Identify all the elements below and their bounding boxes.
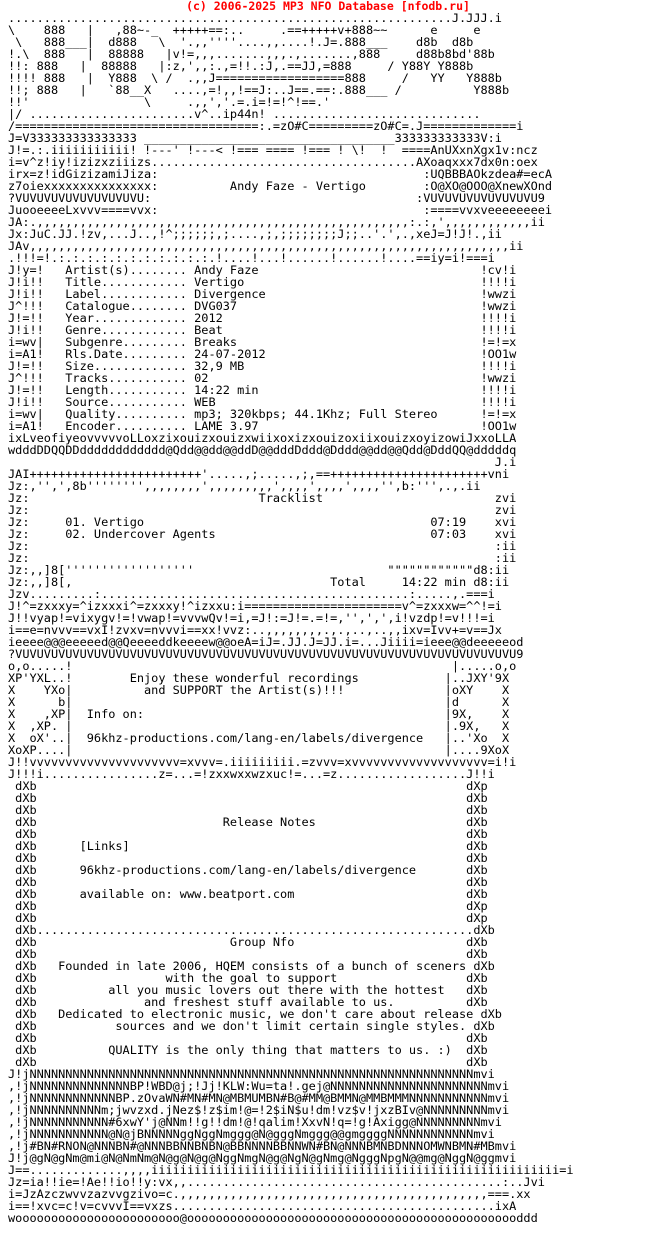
nfo-line: X ,XP| Info on: |9X, X	[8, 707, 510, 721]
nfo-line: dXb dXb	[8, 791, 488, 805]
nfo-line: J!i!! Source........... WEB !!!!i	[8, 395, 517, 409]
nfo-line: dXb dXp	[8, 911, 488, 925]
nfo-line: ieeee@@@eeeeed@@Qeeeeddkeeeew@@oeA=iJ=.JJ.J=JJ.i=...Jiiii=ieee@@deeeeeod	[8, 635, 524, 649]
nfo-line: i=JzAzczwvvzazvvgzivo=c.,,,,,,,,,,,,,,,,,,,,,,,,,,,,,,,,,,,,,,,,,,,===.xx	[8, 1187, 531, 1201]
nfo-line: ,!jNNNNNNNNNNN#6xwY'j@NNm!!g!!dm!@!qalim!XxvN!q=!g!Axigg@NNNNNNNNNmvi	[8, 1115, 502, 1129]
nfo-line: i=wv| Subgenre......... Breaks !=!=x	[8, 335, 517, 349]
nfo-line: J!=!! Year............. 2012 !!!!i	[8, 311, 517, 325]
nfo-line: dXb and freshest stuff available to us. dXb	[8, 995, 488, 1009]
nfo-line: i=A1! Rls.Date......... 24-07-2012 !OO1w	[8, 347, 517, 361]
site-header: (c) 2006-2025 MP3 NFO Database [nfodb.ru]	[186, 0, 470, 13]
nfo-line: dXb dXb	[8, 947, 488, 961]
nfo-line: J!y=! Artist(s)........ Andy Faze !cv!i	[8, 263, 517, 277]
nfo-line: ixLveofiyeovvvvvoLLoxzixouizxouizxwiixoxizxouizoxiixouizxoyizowiJxxoLLA	[8, 431, 517, 445]
nfo-line: /==================================:.=zO#C=========zO#C=.J=============i	[8, 119, 524, 133]
nfo-line: Jz:,'',',8b'''''''',,,,,,,,',,,,,,,,,',,,,',,,,',,,,'',b:''',.,.ii	[8, 479, 481, 493]
nfo-line: dXb dXb	[8, 875, 488, 889]
nfo-line: dXb Group Nfo dXb	[8, 935, 488, 949]
nfo-line: dXb Release Notes dXb	[8, 815, 488, 829]
nfo-line: i==e=nvvv==vxI!zvxv=nvvvi==xx!vvz:..,,,,,,,,.,.,..,..,,ixv=Ivv+=v==Jx	[8, 623, 502, 637]
nfo-line: dXb.............................................................dXb	[8, 923, 495, 937]
nfo-line: \ 888 | ,88~-_ +++++==:.. .==+++++v+888~~ e e	[8, 23, 481, 37]
nfo-line: J!^=zxxxy=^izxxxi^=zxxxy!^izxxu:i======================v^=zxxxw=^^!=i	[8, 599, 502, 613]
nfo-line: ..............................................................J.JJJ.i	[8, 11, 502, 25]
nfo-line: !!; 888 | `88__X ....,=!,,!==J:..J==.==:.888___ / Y888b	[8, 83, 510, 97]
nfo-line: irx=z!idGizizamiJiza: :UQBBBAOkzdea#=ecA	[8, 167, 553, 181]
nfo-line: z7oiexxxxxxxxxxxxxxx: Andy Faze - Vertigo :O@XO@OOO@XnewXOnd	[8, 179, 553, 193]
nfo-line: Jz: Tracklist zvi	[8, 491, 517, 505]
nfo-line: J!jNNNNNNNNNNNNNNNNNNNNNNNNNNNNNNNNNNNNNNNNNNNNNNNNNNNNNNNNNNNNNNmvi	[8, 1067, 495, 1081]
nfo-line: |/ .......................v^..ip44n! .............................	[8, 107, 481, 121]
nfo-line: !.\ 888 | 88888 |v!=,,,.......,,,.,.......,888 d88b8bd'88b	[8, 47, 495, 61]
nfo-line: J!i!! Label............ Divergence !wwzi	[8, 287, 517, 301]
nfo-line: dXb QUALITY is the only thing that matters to us. :) dXb	[8, 1043, 488, 1057]
nfo-line: Jz: zvi	[8, 503, 517, 517]
nfo-line: dXb Founded in late 2006, HQEM consists of a bunch of sceners dXb	[8, 959, 495, 973]
nfo-line: !!!! 888 | Y888 \ / .,,J==================888 / YY Y888b	[8, 71, 502, 85]
nfo-line: J!i!! Genre............ Beat !!!!i	[8, 323, 517, 337]
nfo-line: ,!jNNNNNNNNNNN@N@jBNNNNNggNggNmggg@N@gggNmggg@@gmggggNNNNNNNNNNNNmvi	[8, 1127, 495, 1141]
nfo-line: J==.............,,,,iiiiiiiiiiiiiiiiiiiiiiiiiiiiiiiiiiiiiiiiiiiiiiiiiiiiiiiii=i	[8, 1163, 574, 1177]
nfo-line: J^!!! Tracks........... 02 !wwzi	[8, 371, 517, 385]
nfo-line: wdddDDQQDDdddddddddddd@Qdd@@dd@@ddD@@dddDddd@Dddd@@dd@@Qdd@DddQQ@dddddq	[8, 443, 517, 457]
nfo-line: dXb dXb	[8, 827, 488, 841]
nfo-line: ?VUVUVUVUVUVUVUVUVU: :VUVUVUVUVUVUVUVU9	[8, 191, 545, 205]
nfo-line: J!=.:.iiiiiiiiiii! !---' !---< !=== ==== !=== ! \! ! ====AnUXxnXgx1v:ncz	[8, 143, 538, 157]
nfo-line: dXb dXp	[8, 779, 488, 793]
nfo-line: J!!vyap!=vixygv!=!vwap!=vvvwQv!=i,=J!:=J!=.=!=,'',',',i!vzdp!=v!!!=i	[8, 611, 495, 625]
nfo-line: dXb sources and we don't limit certain single styles. dXb	[8, 1019, 495, 1033]
nfo-line: J!!vvvvvvvvvvvvvvvvvvvvv=xvvv=.iiiiiiiii.=zvvv=xvvvvvvvvvvvvvvvvvvv=i!i	[8, 755, 517, 769]
nfo-line: J!=!! Length........... 14:22 min !!!!i	[8, 383, 517, 397]
nfo-line: dXb dXp	[8, 899, 488, 913]
nfo-line: X YXo| and SUPPORT the Artist(s)!!! |oXY X	[8, 683, 510, 697]
nfo-line: .!!!=!.:.:.:.:.:.:.:.:.:.:.:.!....!...!......!......!....==iy=i!===i	[8, 251, 495, 265]
nfo-line: Jzv.........:...........................................:.....,.===i	[8, 587, 495, 601]
nfo-line: dXb dXb	[8, 851, 488, 865]
nfo-line: Jz: :ii	[8, 539, 517, 553]
nfo-line: ,!jNNNNNNNNNNm;jwvzxd.jNez$!z$im!@=!2$iN$u!dm!vz$v!jxzBIv@NNNNNNNNNmvi	[8, 1103, 510, 1117]
nfo-line: ,!jNNNNNNNNNNNNNNBP!WBD@j;!Jj!KLW:Wu=ta!.gej@NNNNNNNNNNNNNNNNNNNNNNmvi	[8, 1079, 510, 1093]
nfo-line: dXb dXb	[8, 1055, 488, 1069]
nfo-line: X oX'..| 96khz-productions.com/lang-en/labels/divergence |..'Xo X	[8, 731, 510, 745]
nfo-line: J=V333333333333333 ___________________________________333333333333V:i	[8, 131, 502, 145]
nfo-line: dXb dXb	[8, 803, 488, 817]
nfo-line: X b| |d X	[8, 695, 510, 709]
nfo-line: dXb available on: www.beatport.com dXb	[8, 887, 488, 901]
nfo-line: \ 888___| d888 \ '.,,''''....,,....!.J=.888___ d8b d8b	[8, 35, 474, 49]
nfo-line: JAI++++++++++++++++++++++++'.....,;.....,;,==++++++++++++++++++++++vni	[8, 467, 510, 481]
nfo-line: dXb with the goal to support dXb	[8, 971, 488, 985]
nfo-line: J.i	[8, 455, 517, 469]
nfo-line: Jz:,,]8['''''''''''''''''' """"""""""""d8:ii	[8, 563, 510, 577]
nfo-line: J!i!! Title............ Vertigo !!!!i	[8, 275, 517, 289]
nfo-line: i==!xvc=c!v=cvvvI==vxzs.............................................ixA	[8, 1199, 517, 1213]
nfo-line: dXb [Links] dXb	[8, 839, 488, 853]
nfo-line: i=wv| Quality.......... mp3; 320kbps; 44.1Khz; Full Stereo !=!=x	[8, 407, 517, 421]
nfo-line: J!=!! Size............. 32,9 MB !!!!i	[8, 359, 517, 373]
nfo-line: Jz:,,]8[, Total 14:22 min d8:ii	[8, 575, 510, 589]
nfo-line: i=v^z!iy!izizxziiizs.....................................AXoaqxxx7dx0n:oex	[8, 155, 538, 169]
nfo-line: ,!j#BN#RNON@NNNBN#@NNNBBNNBNBN@BBNNNNBBNNWN#BN@NNNBMNBDNNNOMWNBMN#MBmvi	[8, 1139, 517, 1153]
nfo-line: dXb Dedicated to electronic music, we don't care about release dXb	[8, 1007, 502, 1021]
nfo-document	[8, 12, 574, 1224]
nfo-line: dXb all you music lovers out there with the hottest dXb	[8, 983, 488, 997]
nfo-line: XoXP....| |....9XoX	[8, 743, 510, 757]
nfo-line: XP'YXL..! Enjoy these wonderful recordings |..JXY'9X	[8, 671, 510, 685]
nfo-line: !!' \ .,,','.=.i=!=!^!==.'	[8, 95, 331, 109]
nfo-line: i=A1! Encoder.......... LAME 3.97 !OO1w	[8, 419, 517, 433]
nfo-line: J!j@gN@gNm@mi@N@NmNm@N@g@N@g@NggNmgN@g@NgN@gNmg@NgggNpgN@@mg@NggN@ggmvi	[8, 1151, 517, 1165]
nfo-line: JA:.,,,,,,,,,,,,,,,,,,,,,,,,,,,,,,,,,,,,,,,,,,,,,,,,,,,,:.:,',,,,,,,,,,,,ii	[8, 215, 545, 229]
nfo-line: JuooeeeeLxvvv====vvx: :====vvxveeeeeeeei	[8, 203, 553, 217]
nfo-line: Jz: 02. Undercover Agents 07:03 xvi	[8, 527, 517, 541]
nfo-line: Jx:JuC.JJ.!zv,...J..,!^;;;;;;,;....,;,;;;;;;;;J;;..'.',.,xeJ=J!J!.,ii	[8, 227, 502, 241]
nfo-line: J!!!i................z=...=!zxxwxxwzxuc!=...=z..................J!!i	[8, 767, 495, 781]
nfo-line: Jz=ia!!ie=!Ae!!io!!y:vx,,............................................:..Jvi	[8, 1175, 545, 1189]
nfo-line: X ,XP. | |.9X, X	[8, 719, 510, 733]
nfo-line: Jz: 01. Vertigo 07:19 xvi	[8, 515, 517, 529]
nfo-line: J^!!! Catalogue........ DVG037 !wwzi	[8, 299, 517, 313]
nfo-line: ,!jNNNNNNNNNNNNBP.zOvaWN#MN#MN@MBMUMBN#B@#MM@BMMN@MMBMMMNNNNNNNNNNNmvi	[8, 1091, 510, 1105]
nfo-line: o,o.....! |.....o,o	[8, 659, 517, 673]
nfo-line: wooooooooooooooooooooooo@ooooooooooooooooooooooooooooooooooooooooooooooddd	[8, 1211, 538, 1225]
nfo-line: ?VUVUVUVUVUVUVUVUVUVUVUVUVUVUVUVUVUVUVUVUVUVUVUVUVUVUVUVUVUVUVUVUVUVUVU9	[8, 647, 524, 661]
nfo-line: dXb dXb	[8, 1031, 488, 1045]
nfo-line: Jz: :ii	[8, 551, 517, 565]
nfo-line: !!: 888 | 88888 |:z,',,:.,=!!.:J,.==JJ,=888 / Y88Y Y888b	[8, 59, 474, 73]
nfo-line: dXb 96khz-productions.com/lang-en/labels/divergence dXb	[8, 863, 488, 877]
nfo-line: JAv,,,,,,,,,,,,,,,,,,,,,,,,,,,,,,,,,,,,,,,,,,,,,,,,,,,,,,,,,,,,,,,,,,,ii	[8, 239, 524, 253]
